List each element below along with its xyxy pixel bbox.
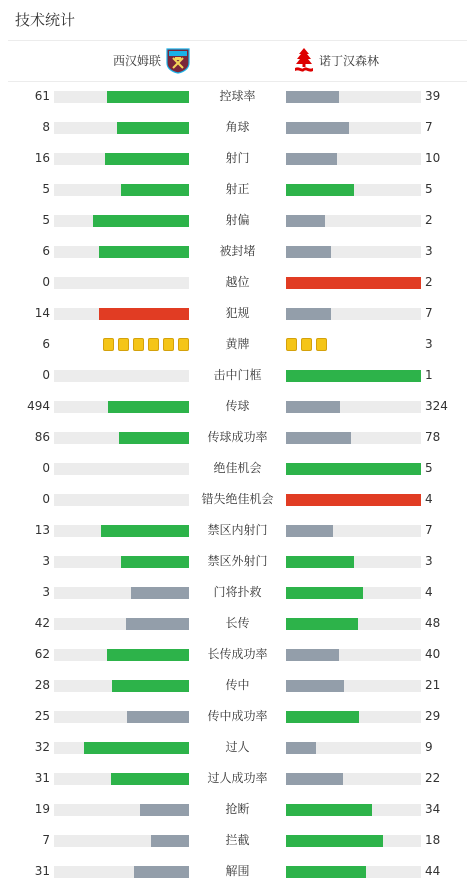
away-stat-bar-track xyxy=(286,370,421,382)
away-stat-bar xyxy=(286,835,383,847)
stat-label: 禁区外射门 xyxy=(207,554,268,568)
away-stat-value: 3 xyxy=(425,337,433,351)
stat-row xyxy=(0,732,475,763)
home-stat-value: 6 xyxy=(42,337,50,351)
home-stat-bar-track xyxy=(54,246,189,258)
stat-label: 错失绝佳机会 xyxy=(201,492,274,506)
away-stat-bar xyxy=(286,556,354,568)
home-stat-bar xyxy=(99,246,189,258)
home-stat-value: 0 xyxy=(42,492,50,506)
away-stat-bar-track xyxy=(286,866,421,878)
yellow-card-icon xyxy=(133,338,144,351)
stat-row xyxy=(0,608,475,639)
home-stat-value: 19 xyxy=(34,802,50,816)
stat-label: 绝佳机会 xyxy=(213,461,262,475)
away-stat-value: 3 xyxy=(425,554,433,568)
away-stat-value: 2 xyxy=(425,213,433,227)
stat-label: 传中成功率 xyxy=(207,709,268,723)
stat-label: 被封堵 xyxy=(219,244,256,258)
away-stat-bar-track xyxy=(286,587,421,599)
stat-label: 拦截 xyxy=(225,833,250,847)
away-stat-bar xyxy=(286,184,354,196)
stat-row xyxy=(0,670,475,701)
stat-row xyxy=(0,546,475,577)
away-stat-bar xyxy=(286,587,363,599)
away-stat-bar-track xyxy=(286,401,421,413)
home-stat-bar-track xyxy=(54,866,189,878)
away-stat-bar xyxy=(286,680,344,692)
home-stat-bar xyxy=(121,556,189,568)
home-stat-value: 13 xyxy=(34,523,50,537)
home-stat-value: 494 xyxy=(27,399,50,413)
away-stat-value: 22 xyxy=(425,771,441,785)
away-stat-bar xyxy=(286,401,340,413)
stat-row xyxy=(0,577,475,608)
home-stat-bar xyxy=(105,153,189,165)
home-stat-value: 28 xyxy=(34,678,50,692)
yellow-card-icon xyxy=(103,338,114,351)
stat-row xyxy=(0,360,475,391)
away-stat-bar-track xyxy=(286,711,421,723)
away-stat-bar xyxy=(286,525,333,537)
away-stat-bar-track xyxy=(286,153,421,165)
away-stat-bar xyxy=(286,866,366,878)
home-stat-bar-track xyxy=(54,153,189,165)
home-stat-bar-track xyxy=(54,91,189,103)
stat-row xyxy=(0,391,475,422)
home-stat-value: 5 xyxy=(42,182,50,196)
away-stat-bar xyxy=(286,463,421,475)
stat-row xyxy=(0,422,475,453)
home-stat-bar-track xyxy=(54,804,189,816)
home-stat-bar-track xyxy=(54,525,189,537)
home-stat-bar xyxy=(134,866,189,878)
stat-label: 角球 xyxy=(225,120,250,134)
home-stat-bar xyxy=(121,184,189,196)
stat-label: 射正 xyxy=(225,182,250,196)
stat-row xyxy=(0,484,475,515)
stat-label: 传中 xyxy=(225,678,250,692)
away-stat-bar xyxy=(286,494,421,506)
away-stat-bar-track xyxy=(286,649,421,661)
home-stat-bar xyxy=(107,91,189,103)
away-stat-bar-track xyxy=(286,525,421,537)
away-stat-bar xyxy=(286,277,421,289)
home-stat-value: 25 xyxy=(34,709,50,723)
stat-row xyxy=(0,515,475,546)
away-stat-value: 1 xyxy=(425,368,433,382)
away-stat-bar-track xyxy=(286,91,421,103)
page-title: 技术统计 xyxy=(15,11,76,29)
stat-label: 犯规 xyxy=(225,306,250,320)
home-stat-value: 31 xyxy=(34,771,50,785)
home-stat-bar xyxy=(140,804,189,816)
away-stat-bar-track xyxy=(286,618,421,630)
home-stat-value: 5 xyxy=(42,213,50,227)
away-stat-bar-track xyxy=(286,308,421,320)
nottingham-forest-badge-icon xyxy=(294,47,314,75)
away-stat-value: 5 xyxy=(425,182,433,196)
away-stat-bar xyxy=(286,742,316,754)
home-stat-bar xyxy=(151,835,189,847)
away-stat-value: 40 xyxy=(425,647,441,661)
away-stat-value: 48 xyxy=(425,616,441,630)
stat-label: 传球 xyxy=(225,399,250,413)
home-stat-value: 8 xyxy=(42,120,50,134)
home-stat-value: 32 xyxy=(34,740,50,754)
home-stat-value: 0 xyxy=(42,368,50,382)
west-ham-badge-icon xyxy=(166,48,190,74)
home-stat-bar-track xyxy=(54,494,189,506)
away-stat-value: 44 xyxy=(425,864,441,878)
away-stat-bar xyxy=(286,618,358,630)
stat-row xyxy=(0,174,475,205)
home-stat-value: 6 xyxy=(42,244,50,258)
yellow-card-icon xyxy=(178,338,189,351)
home-stat-value: 0 xyxy=(42,275,50,289)
home-stat-bar xyxy=(108,401,189,413)
stat-label: 击中门框 xyxy=(213,368,262,382)
home-stat-value: 7 xyxy=(42,833,50,847)
away-stat-value: 5 xyxy=(425,461,433,475)
away-stat-value: 78 xyxy=(425,430,441,444)
home-stat-bar-track xyxy=(54,835,189,847)
home-stat-bar-track xyxy=(54,215,189,227)
home-stat-value: 62 xyxy=(34,647,50,661)
stat-label: 长传 xyxy=(225,616,250,630)
stat-label: 传球成功率 xyxy=(207,430,268,444)
home-stat-bar xyxy=(84,742,189,754)
away-stat-bar xyxy=(286,308,331,320)
away-stat-bar xyxy=(286,153,337,165)
stat-row xyxy=(0,81,475,112)
home-stat-bar-track xyxy=(54,463,189,475)
stat-row xyxy=(0,794,475,825)
stat-row xyxy=(0,825,475,856)
away-stat-value: 2 xyxy=(425,275,433,289)
home-stat-value: 16 xyxy=(34,151,50,165)
stat-row xyxy=(0,112,475,143)
stat-label: 过人成功率 xyxy=(207,771,268,785)
home-stat-bar-track xyxy=(54,184,189,196)
away-stat-bar-track xyxy=(286,122,421,134)
home-stat-bar-track xyxy=(54,277,189,289)
home-team-name: 西汉姆联 xyxy=(112,54,161,68)
stat-row xyxy=(0,856,475,887)
stat-row xyxy=(0,236,475,267)
away-stat-bar xyxy=(286,246,331,258)
home-stat-value: 42 xyxy=(34,616,50,630)
away-stat-value: 7 xyxy=(425,306,433,320)
away-stat-value: 324 xyxy=(425,399,448,413)
home-stat-value: 3 xyxy=(42,554,50,568)
away-stat-bar xyxy=(286,91,339,103)
away-stat-value: 39 xyxy=(425,89,441,103)
stat-row xyxy=(0,143,475,174)
stat-label: 控球率 xyxy=(219,89,256,103)
away-stat-value: 4 xyxy=(425,492,433,506)
home-stat-bar xyxy=(131,587,189,599)
yellow-card-icon xyxy=(148,338,159,351)
away-stat-value: 4 xyxy=(425,585,433,599)
away-stat-value: 9 xyxy=(425,740,433,754)
stat-label: 过人 xyxy=(225,740,250,754)
away-stat-value: 3 xyxy=(425,244,433,258)
away-stat-bar xyxy=(286,804,372,816)
away-stat-bar-track xyxy=(286,277,421,289)
stat-label: 越位 xyxy=(225,275,250,289)
home-stat-bar-track xyxy=(54,680,189,692)
home-stat-bar-track xyxy=(54,711,189,723)
away-stat-bar xyxy=(286,215,325,227)
home-stat-bar-track xyxy=(54,401,189,413)
home-stat-bar xyxy=(112,680,189,692)
home-yellow-cards xyxy=(99,338,189,351)
home-stat-bar-track xyxy=(54,122,189,134)
away-stat-bar-track xyxy=(286,680,421,692)
away-stat-bar xyxy=(286,773,343,785)
home-stat-bar-track xyxy=(54,370,189,382)
stat-row xyxy=(0,453,475,484)
away-stat-value: 10 xyxy=(425,151,441,165)
stat-label: 门将扑救 xyxy=(213,585,262,599)
home-stat-bar xyxy=(117,122,189,134)
away-stat-bar-track xyxy=(286,804,421,816)
yellow-card-icon xyxy=(118,338,129,351)
home-stat-bar xyxy=(127,711,189,723)
home-stat-value: 31 xyxy=(34,864,50,878)
stat-label: 黄牌 xyxy=(225,337,250,351)
away-stat-bar-track xyxy=(286,432,421,444)
away-stat-value: 34 xyxy=(425,802,441,816)
home-stat-bar-track xyxy=(54,618,189,630)
home-stat-bar xyxy=(101,525,189,537)
away-team-name: 诺丁汉森林 xyxy=(319,54,380,68)
stat-label: 射偏 xyxy=(225,213,250,227)
stat-label: 禁区内射门 xyxy=(207,523,268,537)
away-stat-bar-track xyxy=(286,246,421,258)
home-stat-bar xyxy=(119,432,189,444)
away-yellow-cards xyxy=(286,338,331,351)
home-stat-bar-track xyxy=(54,649,189,661)
away-stat-bar-track xyxy=(286,215,421,227)
home-stat-bar xyxy=(111,773,189,785)
stat-row xyxy=(0,763,475,794)
home-stat-bar-track xyxy=(54,742,189,754)
away-stat-bar-track xyxy=(286,742,421,754)
home-stat-bar-track xyxy=(54,308,189,320)
stat-label: 长传成功率 xyxy=(207,647,268,661)
stat-row xyxy=(0,329,475,360)
away-stat-bar xyxy=(286,370,421,382)
stat-row xyxy=(0,701,475,732)
away-stat-value: 7 xyxy=(425,120,433,134)
home-stat-bar-track xyxy=(54,556,189,568)
away-stat-bar-track xyxy=(286,556,421,568)
home-stat-value: 86 xyxy=(34,430,50,444)
away-stat-bar-track xyxy=(286,494,421,506)
stat-row xyxy=(0,267,475,298)
away-stat-bar-track xyxy=(286,835,421,847)
away-stat-bar-track xyxy=(286,184,421,196)
home-stat-value: 0 xyxy=(42,461,50,475)
stat-label: 射门 xyxy=(225,151,250,165)
home-stat-value: 3 xyxy=(42,585,50,599)
stat-label: 抢断 xyxy=(225,802,250,816)
home-stat-bar-track xyxy=(54,773,189,785)
away-stat-value: 29 xyxy=(425,709,441,723)
home-stat-bar xyxy=(93,215,189,227)
home-stat-bar xyxy=(99,308,189,320)
yellow-card-icon xyxy=(301,338,312,351)
home-stat-value: 14 xyxy=(34,306,50,320)
home-stat-value: 61 xyxy=(34,89,50,103)
stat-row xyxy=(0,639,475,670)
home-stat-bar-track xyxy=(54,587,189,599)
away-stat-bar xyxy=(286,649,339,661)
yellow-card-icon xyxy=(316,338,327,351)
home-stat-bar xyxy=(107,649,189,661)
header-divider xyxy=(8,40,467,41)
away-stat-value: 18 xyxy=(425,833,441,847)
away-stat-bar xyxy=(286,432,351,444)
yellow-card-icon xyxy=(286,338,297,351)
away-stat-value: 7 xyxy=(425,523,433,537)
yellow-card-icon xyxy=(163,338,174,351)
away-stat-bar xyxy=(286,711,359,723)
stat-row xyxy=(0,205,475,236)
stat-label: 解围 xyxy=(225,864,250,878)
away-stat-bar-track xyxy=(286,773,421,785)
away-stat-value: 21 xyxy=(425,678,441,692)
home-stat-bar-track xyxy=(54,432,189,444)
away-stat-bar xyxy=(286,122,349,134)
home-stat-bar xyxy=(126,618,189,630)
stat-row xyxy=(0,298,475,329)
away-stat-bar-track xyxy=(286,463,421,475)
